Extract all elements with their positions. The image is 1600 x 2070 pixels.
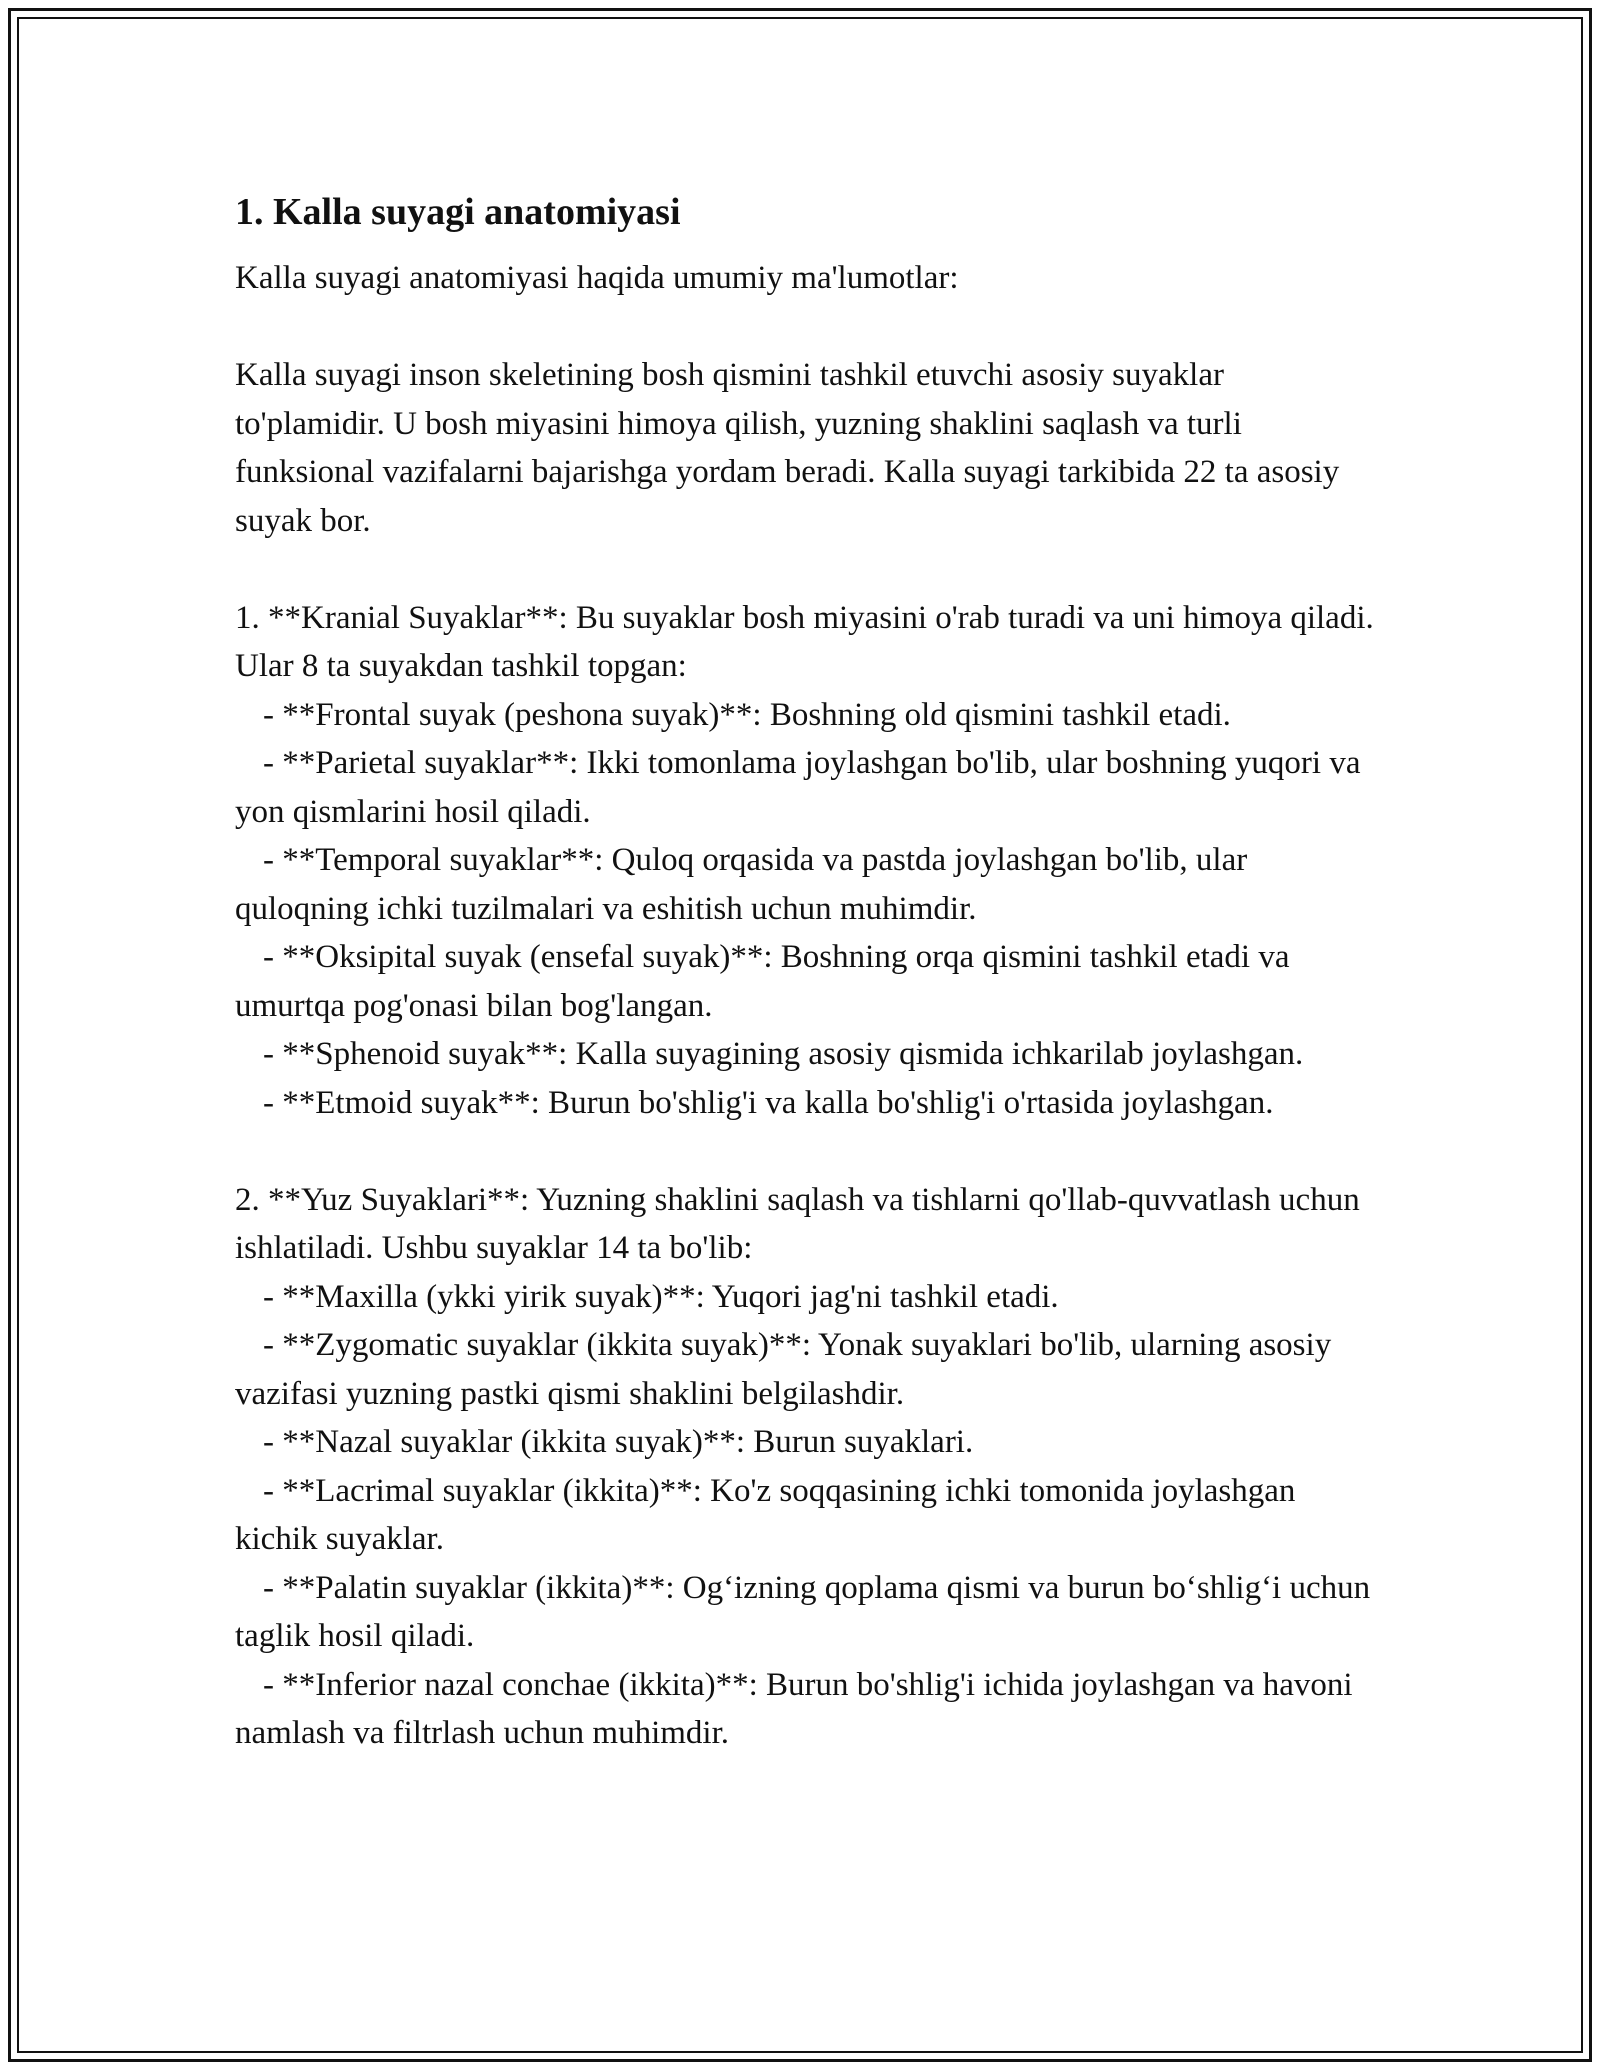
list-item: - **Temporal suyaklar**: Quloq orqasida va pastda joylashgan bo'lib, ular quloqning ichki tuzilmalari va eshitish uchun muhimdir. bbox=[235, 842, 1248, 927]
list-item: - **Oksipital suyak (ensefal suyak)**: Boshning orqa qismini tashkil etadi va umurtqa pog'onasi bilan bog'langan. bbox=[235, 939, 1290, 1024]
list-item: - **Nazal suyaklar (ikkita suyak)**: Burun suyaklari. bbox=[263, 1424, 974, 1460]
facial-bones-title: 2. **Yuz Suyaklari**: Yuzning shaklini saqlash va tishlarni qo'llab-quvvatlash uchun ishlatiladi. Ushbu suyaklar 14 ta bo'lib: bbox=[235, 1181, 1360, 1266]
list-item: - **Frontal suyak (peshona suyak)**: Boshning old qismini tashkil etadi. bbox=[263, 696, 1231, 733]
list-item: - **Zygomatic suyaklar (ikkita suyak)**: Yonak suyaklari bo'lib, ularning asosiy vazifasi yuzning pastki qismi shaklini belgilashdir. bbox=[235, 1327, 1332, 1412]
document-body bbox=[235, 186, 1375, 1758]
intro-text: Kalla suyagi anatomiyasi haqida umumiy ma'lumotlar: bbox=[235, 260, 959, 296]
list-item: - **Parietal suyaklar**: Ikki tomonlama joylashgan bo'lib, ular boshning yuqori va yon qismlarini hosil qiladi. bbox=[235, 745, 1361, 830]
list-item: - **Lacrimal suyaklar (ikkita)**: Ko'z soqqasining ichki tomonida joylashgan kichik suyaklar. bbox=[235, 1472, 1296, 1557]
list-item: - **Palatin suyaklar (ikkita)**: Og‘izning qoplama qismi va burun bo‘shlig‘i uchun taglik hosil qiladi. bbox=[235, 1569, 1371, 1654]
list-item: - **Sphenoid suyak**: Kalla suyagining asosiy qismida ichkarilab joylashgan. bbox=[263, 1036, 1304, 1072]
section-heading: 1. Kalla suyagi anatomiyasi bbox=[235, 191, 681, 233]
overview-paragraph: Kalla suyagi inson skeletining bosh qismini tashkil etuvchi asosiy suyaklar to'plamidir. U bosh miyasini himoya qilish, yuzning shaklini saqlash va turli funksional vazifalarni bajarishga yordam beradi. Kalla suyagi tarkibida 22 ta asosiy suyak bor. bbox=[235, 357, 1340, 539]
list-item: - **Etmoid suyak**: Burun bo'shlig'i va kalla bo'shlig'i o'rtasida joylashgan. bbox=[263, 1084, 1274, 1121]
cranial-bones-section bbox=[235, 594, 1375, 1128]
list-item: - **Maxilla (ykki yirik suyak)**: Yuqori jag'ni tashkil etadi. bbox=[263, 1278, 1059, 1315]
list-item: - **Inferior nazal conchae (ikkita)**: Burun bo'shlig'i ichida joylashgan va havoni namlash va filtrlash uchun muhimdir. bbox=[235, 1666, 1353, 1751]
facial-bones-section bbox=[235, 1176, 1375, 1758]
cranial-bones-title: 1. **Kranial Suyaklar**: Bu suyaklar bosh miyasini o'rab turadi va uni himoya qiladi. Ular 8 ta suyakdan tashkil topgan: bbox=[235, 599, 1374, 684]
